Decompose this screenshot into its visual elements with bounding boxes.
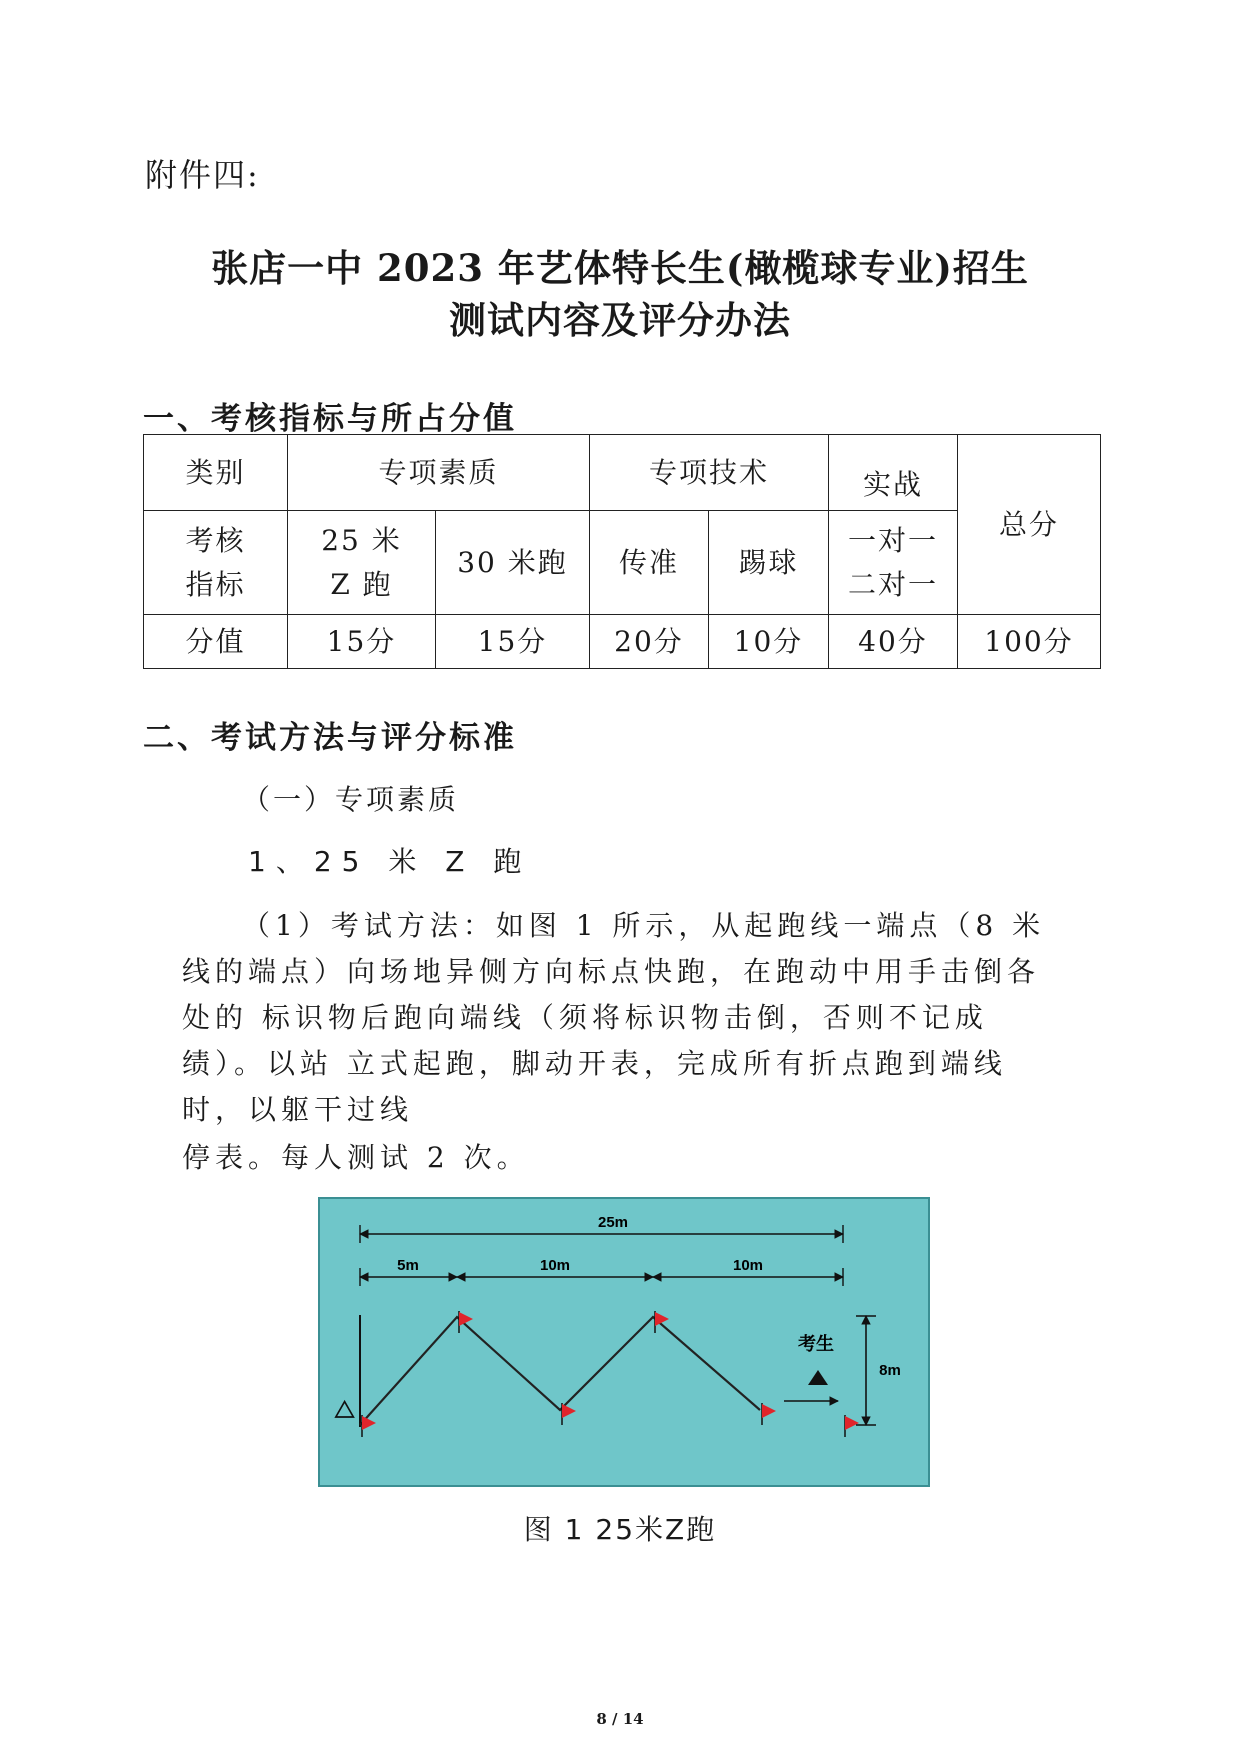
table-cell: 40分: [829, 614, 958, 668]
label-25m: 25m: [597, 1214, 629, 1231]
cell-line: 一对一: [847, 524, 938, 558]
document-title: 张店一中 2023 年艺体特长生(橄榄球专业)招生: [211, 246, 1029, 290]
cell-line: 考核: [185, 524, 246, 558]
table-row: [144, 511, 1101, 614]
cell-line: 25 米: [321, 524, 402, 558]
cell-line: 指标: [185, 567, 246, 601]
table-cell: 专项技术: [590, 435, 829, 511]
document-subtitle: 测试内容及评分办法: [449, 298, 791, 342]
table-row: [144, 614, 1101, 668]
field-background: [319, 1198, 929, 1486]
label-8m: 8m: [879, 1362, 901, 1379]
cell-line: Z 跑: [330, 567, 393, 601]
table-cell: 15分: [436, 614, 590, 668]
item-heading: 1、25 米 Z 跑: [248, 845, 532, 878]
table-cell: 踢球: [709, 511, 829, 614]
method-paragraph: （1）考试方法：如图 1 所示，从起跑线一端点（8 米线的端点）向场地异侧方向标点快跑，在跑动中用手击倒各处的 标识物后跑向端线（须将标识物击倒，否则不记成绩）。以站 立式起跑，脚动开表，完成所有折点跑到端线时，以躯干过线: [182, 909, 1046, 1126]
table-cell: [144, 511, 288, 614]
table-cell: [829, 511, 958, 614]
table-row: [144, 435, 1101, 511]
subsection-heading: （一）专项素质: [242, 783, 460, 816]
table-cell: 10分: [709, 614, 829, 668]
table-cell: 分值: [144, 614, 288, 668]
figure-caption: 图 1 25米Z跑: [523, 1513, 717, 1546]
section-heading-2: 二、考试方法与评分标准: [143, 720, 517, 756]
table-cell: 专项素质: [288, 435, 590, 511]
method-paragraph-end: 停表。每人测试 2 次。: [182, 1141, 530, 1174]
label-candidate: 考生: [798, 1334, 834, 1355]
table-cell: 总分: [958, 435, 1101, 615]
label-10m-a: 10m: [539, 1257, 571, 1274]
label-5m: 5m: [397, 1257, 419, 1274]
table-cell: 30 米跑: [436, 511, 590, 614]
table-cell: [288, 511, 436, 614]
table-cell: 100分: [958, 614, 1101, 668]
section-heading-1: 一、考核指标与所占分值: [143, 401, 517, 437]
table-cell: 实战: [829, 435, 958, 511]
table-cell: 20分: [590, 614, 709, 668]
page-number: 8 / 14: [596, 1710, 644, 1728]
score-table: [143, 434, 1101, 669]
zrun-diagram: [318, 1197, 930, 1487]
table-cell: 传准: [590, 511, 709, 614]
annex-label: 附件四:: [145, 156, 260, 194]
label-10m-b: 10m: [732, 1257, 764, 1274]
table-cell: 类别: [144, 435, 288, 511]
table-cell: 15分: [288, 614, 436, 668]
cell-line: 二对一: [847, 567, 938, 601]
